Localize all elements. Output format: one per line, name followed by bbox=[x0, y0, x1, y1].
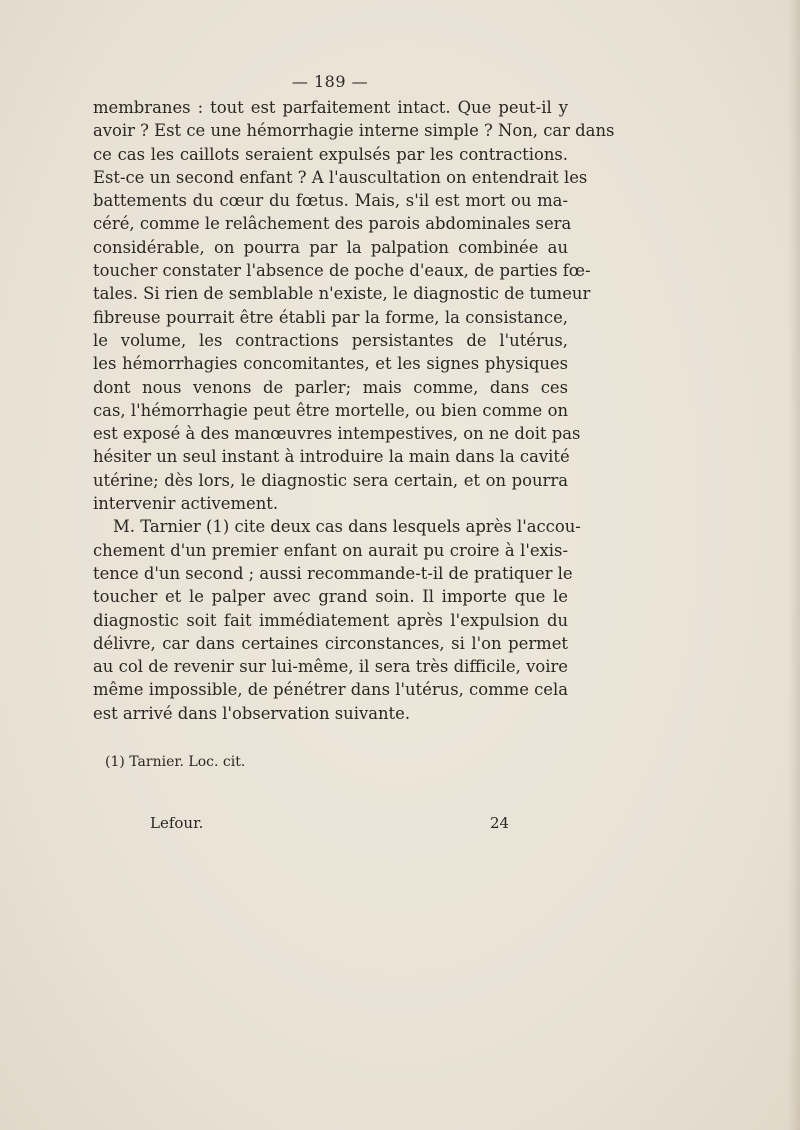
text-line: les hémorrhagies concomitantes, et les signes physiques bbox=[93, 354, 568, 374]
page-number: — 189 — bbox=[291, 72, 369, 91]
text-line: tales. Si rien de semblable n'existe, le diagnostic de tumeur bbox=[93, 284, 591, 304]
text-line: hésiter un seul instant à introduire la main dans la cavité bbox=[93, 447, 570, 467]
text-line: chement d'un premier enfant on aurait pu croire à l'exis- bbox=[93, 540, 568, 560]
text-line: au col de revenir sur lui-même, il sera très difficile, voire bbox=[93, 657, 568, 677]
footer-author: Lefour. bbox=[150, 814, 204, 832]
text-line: même impossible, de pénétrer dans l'utérus, comme cela bbox=[93, 680, 568, 700]
text-line: avoir ? Est ce une hémorrhagie interne simple ? Non, car dans bbox=[93, 121, 615, 141]
page-edge-shadow bbox=[788, 0, 800, 1130]
text-line: toucher constater l'absence de poche d'eaux, de parties fœ- bbox=[93, 261, 591, 281]
text-line: considérable, on pourra par la palpation combinée au bbox=[93, 237, 568, 257]
text-line: est arrivé dans l'observation suivante. bbox=[93, 703, 411, 723]
text-line: tence d'un second ; aussi recommande-t-il de pratiquer le bbox=[93, 563, 573, 583]
text-line: délivre, car dans certaines circonstances, si l'on permet bbox=[93, 633, 568, 653]
text-line: ce cas les caillots seraient expulsés par les contractions. bbox=[93, 144, 568, 164]
footnote: (1) Tarnier. Loc. cit. bbox=[105, 754, 246, 770]
text-line: diagnostic soit fait immédiatement après l'expulsion du bbox=[93, 610, 568, 630]
body-text bbox=[93, 96, 615, 725]
text-line: Est-ce un second enfant ? A l'auscultation on entendrait les bbox=[93, 167, 588, 187]
text-line: membranes : tout est parfaitement intact. Que peut-il y bbox=[93, 98, 568, 117]
text-line: utérine; dès lors, le diagnostic sera certain, et on pourra bbox=[93, 470, 568, 490]
text-line: céré, comme le relâchement des parois abdominales sera bbox=[93, 214, 572, 234]
text-line: fibreuse pourrait être établi par la forme, la consistance, bbox=[93, 307, 568, 327]
text-line: dont nous venons de parler; mais comme, dans ces bbox=[93, 377, 568, 397]
text-line: le volume, les contractions persistantes de l'utérus, bbox=[93, 330, 568, 350]
text-line: est exposé à des manœuvres intempestives, on ne doit pas bbox=[93, 424, 581, 444]
footer-signature-mark: 24 bbox=[490, 814, 510, 832]
text-line: M. Tarnier (1) cite deux cas dans lesquels après l'accou- bbox=[113, 517, 581, 537]
text-line: battements du cœur du fœtus. Mais, s'il est mort ou ma- bbox=[93, 191, 568, 211]
text-line: toucher et le palper avec grand soin. Il importe que le bbox=[93, 587, 568, 607]
text-line: cas, l'hémorrhagie peut être mortelle, ou bien comme on bbox=[93, 400, 568, 420]
text-line: intervenir activement. bbox=[93, 494, 279, 514]
